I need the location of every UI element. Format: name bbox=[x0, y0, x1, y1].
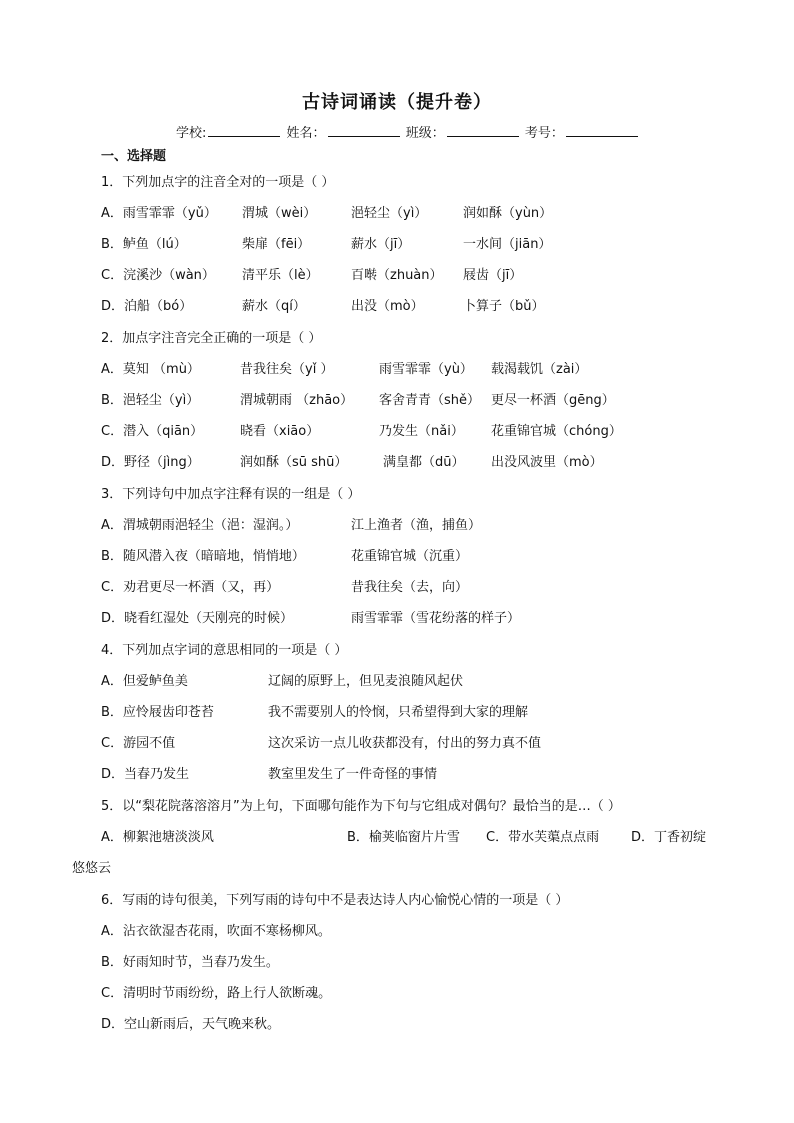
question-5-option-d-wrap: 悠悠云 bbox=[72, 861, 112, 876]
option-item: C．浣溪沙（wàn） bbox=[101, 268, 215, 283]
class-label: 班级： bbox=[405, 126, 445, 141]
question-4-stem: 4．下列加点字词的意思相同的一项是（ ） bbox=[101, 643, 348, 658]
option-item: 柴扉（fēi） bbox=[242, 237, 311, 252]
class-blank[interactable] bbox=[447, 124, 519, 137]
question-6-stem: 6．写雨的诗句很美，下列写雨的诗句中不是表达诗人内心愉悦心情的一项是（ ） bbox=[101, 893, 569, 908]
option-item: 薪水（qí） bbox=[242, 299, 306, 314]
question-6-option-a[interactable]: A．沾衣欲湿杏花雨，吹面不寒杨柳风。 bbox=[101, 924, 331, 939]
option-item: 浥轻尘（yì） bbox=[351, 206, 428, 221]
school-blank[interactable] bbox=[208, 124, 280, 137]
page-title: 古诗词诵读（提升卷） bbox=[302, 92, 492, 113]
option-item: C．带水芙蕖点点雨 bbox=[486, 830, 600, 845]
option-item: 昔我往矣（去，向） bbox=[351, 580, 469, 595]
option-item: C．劝君更尽一杯酒（又，再） bbox=[101, 580, 280, 595]
option-item: 教室里发生了一件奇怪的事情 bbox=[268, 767, 438, 782]
option-item: 晓看（xiāo） bbox=[240, 424, 320, 439]
option-item: A．雨雪霏霏（yǔ） bbox=[101, 206, 217, 221]
option-item: A．柳絮池塘淡淡风 bbox=[101, 830, 214, 845]
option-item: 渭城朝雨 （zhāo） bbox=[240, 393, 354, 408]
option-item: 一水间（jiān） bbox=[463, 237, 552, 252]
question-6-option-b[interactable]: B．好雨知时节，当春乃发生。 bbox=[101, 955, 279, 970]
option-item: 满皇都（dū） bbox=[383, 455, 465, 470]
option-item: D．晓看红湿处（天刚亮的时候） bbox=[101, 611, 294, 626]
option-item: C．游园不值 bbox=[101, 736, 176, 751]
option-item: 昔我往矣（yǐ ） bbox=[240, 362, 334, 377]
option-item: 江上渔者（渔，捕鱼） bbox=[351, 518, 482, 533]
option-item: 客舍青青（shě） bbox=[379, 393, 481, 408]
option-item: B．榆荚临窗片片雪 bbox=[347, 830, 460, 845]
option-item: D．野径（jìng） bbox=[101, 455, 200, 470]
question-3-stem: 3．下列诗句中加点字注释有误的一组是（ ） bbox=[101, 487, 361, 502]
option-item: A．但爱鲈鱼美 bbox=[101, 674, 188, 689]
option-item: 渭城（wèi） bbox=[242, 206, 317, 221]
option-item: 更尽一杯酒（gēng） bbox=[491, 393, 615, 408]
option-item: 辽阔的原野上，但见麦浪随风起伏 bbox=[268, 674, 464, 689]
option-item: D．泊船（bó） bbox=[101, 299, 193, 314]
student-info-line bbox=[176, 122, 640, 141]
option-item: 出没（mò） bbox=[351, 299, 424, 314]
option-item: 花重锦官城（chóng） bbox=[491, 424, 622, 439]
option-item: 清平乐（lè） bbox=[242, 268, 319, 283]
option-item: 出没风波里（mò） bbox=[491, 455, 603, 470]
name-label: 姓名： bbox=[286, 126, 326, 141]
exam-no-label: 考号： bbox=[524, 126, 564, 141]
option-item: 雨雪霏霏（yù） bbox=[379, 362, 473, 377]
option-item: D．当春乃发生 bbox=[101, 767, 190, 782]
option-item: B．鲈鱼（lú） bbox=[101, 237, 187, 252]
question-2-stem: 2．加点字注音完全正确的一项是（ ） bbox=[101, 331, 322, 346]
option-item: 百啭（zhuàn） bbox=[351, 268, 443, 283]
option-item: A．渭城朝雨浥轻尘（浥：湿润。） bbox=[101, 518, 299, 533]
option-item: 我不需要别人的怜悯，只希望得到大家的理解 bbox=[268, 705, 529, 720]
question-6-option-d[interactable]: D．空山新雨后，天气晚来秋。 bbox=[101, 1017, 281, 1032]
option-item: B．浥轻尘（yì） bbox=[101, 393, 200, 408]
name-blank[interactable] bbox=[328, 124, 400, 137]
section-title: 一、选择题 bbox=[101, 149, 167, 164]
option-item: 薪水（jī） bbox=[351, 237, 411, 252]
option-item: 载渴载饥（zài） bbox=[491, 362, 588, 377]
option-item: 花重锦官城（沉重） bbox=[351, 549, 469, 564]
question-1-stem: 1．下列加点字的注音全对的一项是（ ） bbox=[101, 175, 335, 190]
option-item: 乃发生（nǎi） bbox=[379, 424, 464, 439]
question-6-option-c[interactable]: C．清明时节雨纷纷，路上行人欲断魂。 bbox=[101, 986, 332, 1001]
option-item: 这次采访一点儿收获都没有，付出的努力真不值 bbox=[268, 736, 542, 751]
option-item: 润如酥（yùn） bbox=[463, 206, 553, 221]
option-item: B．应怜屐齿印苍苔 bbox=[101, 705, 214, 720]
option-item: D．丁香初绽 bbox=[631, 830, 707, 845]
option-item: A．莫知 （mù） bbox=[101, 362, 200, 377]
option-item: 卜算子（bǔ） bbox=[463, 299, 545, 314]
exam-no-blank[interactable] bbox=[566, 124, 638, 137]
option-item: 润如酥（sū shū） bbox=[240, 455, 348, 470]
question-5-stem: 5．以“梨花院落溶溶月”为上句，下面哪句能作为下句与它组成对偶句？最恰当的是…（ ） bbox=[101, 799, 621, 814]
option-item: 雨雪霏霏（雪花纷落的样子） bbox=[351, 611, 521, 626]
option-item: C．潜入（qiān） bbox=[101, 424, 204, 439]
option-item: B．随风潜入夜（暗暗地，悄悄地） bbox=[101, 549, 305, 564]
school-label: 学校: bbox=[176, 126, 207, 141]
option-item: 屐齿（jī） bbox=[463, 268, 523, 283]
